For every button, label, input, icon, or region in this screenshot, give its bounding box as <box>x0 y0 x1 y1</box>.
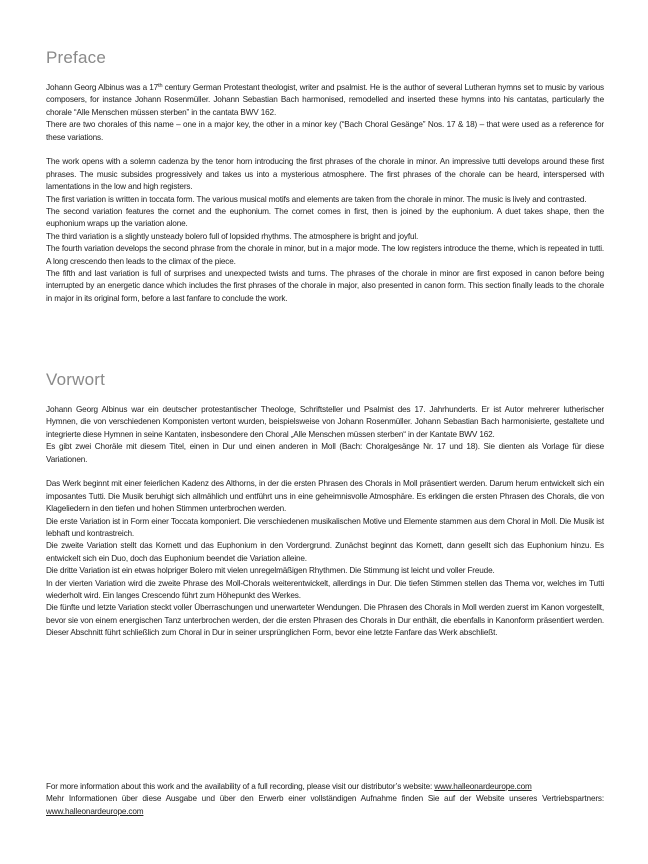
preface-paragraph-5: The second variation features the cornet and the euphonium. The cornet comes in first, then is joined by the euphonium. A duet takes shape, then the euphonium wraps up the variation alone. <box>46 207 604 229</box>
vorwort-paragraph-8: Die fünfte und letzte Variation steckt voller Überraschungen und unerwarteter Wendungen. Die Phrasen des Chorals in Moll werden zuerst im Kanon vorgestellt, bevor sie von einem energischen Tanz unterbrochen werden, der die ersten Phrasen des Chorals in Dur enthält, die ebenfalls in Kanonform präsentiert werden. Dieser Abschnitt führt schließlich zum Choral in Dur in seiner ursprünglichen Form, bevor eine letzte Fanfare das Werk abschließt. <box>46 603 604 638</box>
vorwort-paragraph-2: Es gibt zwei Choräle mit diesem Titel, einen in Dur und einen anderen in Moll (Bach: Choralgesänge Nr. 17 und 18). Sie dienten als Vorlage für diese Variationen. <box>46 442 604 464</box>
preface-paragraph-2: There are two chorales of this name – one in a major key, the other in a minor key (“Bach Choral Gesänge” Nos. 17 & 18) – that were used as a reference for these variations. <box>46 120 604 142</box>
vorwort-heading: Vorwort <box>46 370 106 389</box>
vorwort-paragraph-6: Die dritte Variation ist ein etwas holpriger Bolero mit vielen unregelmäßigen Rhythmen. Die Stimmung ist leicht und voller Freude. <box>46 566 495 576</box>
preface-paragraph-1: Johann Georg Albinus was a 17th century German Protestant theologist, writer and psalmist. He is the author of several Lutheran hymns set to music by various composers, for instance Johann Rosenmüller. Johann Sebastian Bach harmonised, remodelled and inserted these hymns into his cantatas, particularly the chorale “Alle Menschen müssen sterben” in the cantata BWV 162. <box>46 83 604 117</box>
preface-paragraph-7: The fourth variation develops the second phrase from the chorale in minor, but in a major mode. The low registers introduce the theme, which is repeated in tutti. A long crescendo then leads to the climax of the piece. <box>46 244 604 266</box>
vorwort-paragraph-3: Das Werk beginnt mit einer feierlichen Kadenz des Althorns, in der die ersten Phrasen des Chorals in Moll präsentiert werden. Darum herum entwickelt sich ein imposantes Tutti. Die Musik beruhigt sich allmählich und entführt uns in eine geheimnisvolle Atmosphäre. Es erklingen die ersten Phrasen des Chorals, die von Klageliedern in den tiefen und hohen Stimmen unterbrochen werden. <box>46 479 604 514</box>
vorwort-paragraph-7: In der vierten Variation wird die zweite Phrase des Moll-Chorals weiterentwickelt, allerdings in Dur. Die tiefen Stimmen stellen das Thema vor, welches im Tutti wiederholt wird. Ein langes Crescendo führt zum Höhepunkt des Werkes. <box>46 578 604 601</box>
vorwort-paragraph-1: Johann Georg Albinus war ein deutscher protestantischer Theologe, Schriftsteller und Psalmist des 17. Jahrhunderts. Er ist Autor mehrerer lutherischer Hymnen, die von verschiedenen Komponisten vertont wurden, beispielsweise von Johann Rosenmüller. Johann Sebastian Bach harmonisierte, gestaltete und integrierte diese Hymnen in seine Kantaten, insbesondere den Choral „Alle Menschen müssen sterben“ in der Kantate BWV 162. <box>46 405 604 439</box>
preface-paragraph-8: The fifth and last variation is full of surprises and unexpected twists and turns. The phrases of the chorale in minor are first exposed in canon before being interrupted by an energetic dance which includes the first phrases of the chorale in major, also presented in canon form. This section finally leads to the chorale in major in its original form, before a last fanfare to conclude the work. <box>46 269 604 303</box>
vorwort-paragraph-4: Die erste Variation ist in Form einer Toccata komponiert. Die verschiedenen musikalischen Motive und Elemente stammen aus dem Choral in Moll. Die Musik ist lebhaft und kontrastreich. <box>46 516 604 539</box>
preface-paragraph-3: The work opens with a solemn cadenza by the tenor horn introducing the first phrases of the chorale in minor. An impressive tutti develops around these first phrases. The music subsides progressively and takes us into a mysterious atmosphere. The first phrases of the chorale can be heard, interspersed with lamentations in the low and high registers. <box>46 157 604 192</box>
preface-paragraph-4: The first variation is written in toccata form. The various musical motifs and elements are taken from the chorale in minor. The music is lively and contrasted. <box>46 194 587 204</box>
vorwort-section <box>46 404 604 640</box>
vorwort-paragraph-5: Die zweite Variation stellt das Kornett und das Euphonium in den Vordergrund. Zunächst beginnt das Kornett, dann gesellt sich das Euphonium hinzu. Es entwickelt sich ein Duo, doch das Euphonium beendet die Variation alleine. <box>46 541 604 563</box>
preface-paragraph-6: The third variation is a slightly unsteady bolero full of lopsided rhythms. The atmosphere is bright and joyful. <box>46 231 419 241</box>
footer <box>46 781 604 818</box>
footer-english: For more information about this work and the availability of a full recording, please visit our distributor’s website: www.halleonardeurope.com <box>46 782 532 791</box>
distributor-link-de[interactable]: www.halleonardeurope.com <box>46 806 144 816</box>
distributor-link-en[interactable]: www.halleonardeurope.com <box>434 782 532 791</box>
preface-heading: Preface <box>46 48 106 67</box>
preface-section <box>46 82 604 305</box>
footer-german: Mehr Informationen über diese Ausgabe und über den Erwerb einer vollständigen Aufnahme finden Sie auf der Website unseres Vertriebspartners: www.halleonardeurope.com <box>46 794 604 816</box>
